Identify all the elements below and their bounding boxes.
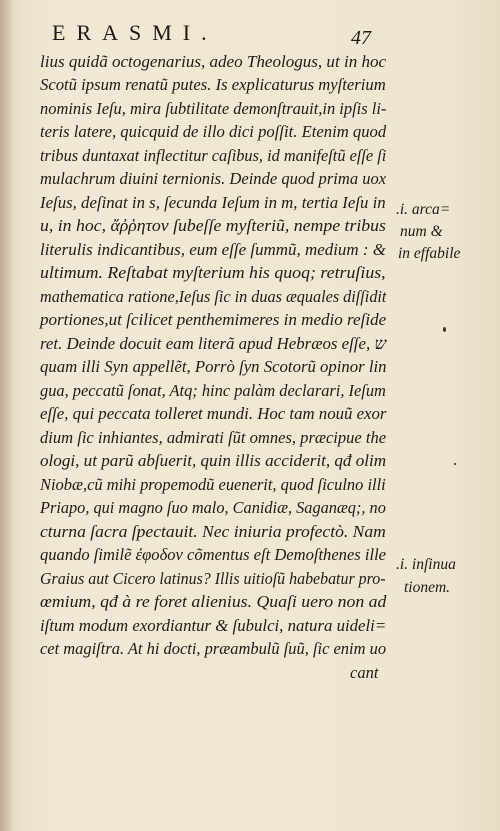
text-line: quando ſimilẽ ἐφοδον cõmentus eſt Demoſthenes ille [40,545,387,564]
running-title: ERASMI. [52,20,218,45]
text-line: cant [350,663,379,682]
text-line: nominis Ieſu, mira ſubtilitate demonſtrauit,in ipſis li- [40,99,387,118]
text-line: Niobæ,cũ mihi propemodũ euenerit, quod ſiculno illi [40,475,386,494]
text-line: mathematica ratione,Ieſus ſic in duas æquales diſſidit [40,287,387,306]
text-line: gua, peccatũ ſonat, Atq; hinc palàm declarari, Ieſum [40,381,386,400]
text-line: mulachrum diuini ternionis. Deinde quod prima uox [40,169,387,188]
text-line: teris latere, quicquid de illo dici poſſit. Etenim quod [40,122,387,141]
text-line: lius quidã octogenarius, adeo Theologus, ut in hoc [40,52,387,71]
marginal-line: .i. inſinua [396,556,456,573]
text-line: u, in hoc, ἄῤῥητον ſubeſſe myſteriũ, nempe tribus [40,216,386,235]
page-number: 47 [351,27,371,49]
text-line: ultimum. Reſtabat myſterium his quoq; retruſius, [40,263,386,282]
marginal-line: num & [400,223,443,240]
text-line: dium ſic inhiantes, admirati ſũt omnes, præcipue the [40,428,387,447]
text-line: iſtum modum exordiantur & ſubulci, natura uideli= [40,616,387,635]
text-line: Scotũ ipsum renatũ putes. Is explicaturus myſterium [40,75,386,94]
text-line: literulis indicantibus, eum eſſe ſummũ, medium : & [40,240,386,259]
marginal-line: tionem. [404,579,451,596]
text-line: cturna ſacra ſpectauit. Nec iniuria profectò. Nam [40,522,386,541]
text-line: tribus duntaxat inflectitur caſibus, id manifeſtũ eſſe ſi [40,146,387,165]
ink-speck [443,327,446,332]
text-line: Graius aut Cicero latinus? Illis uitioſũ habebatur pro- [40,569,386,588]
text-line: Priapo, qui magno ſuo malo, Canidiæ, Saganæq;, no [40,498,386,517]
text-line: ret. Deinde docuit eam literã apud Hebræos eſſe, ש [40,334,387,353]
text-line: œmium, qđ à re foret alienius. Quaſi uero non ad [40,592,387,611]
ink-speck [454,463,456,465]
marginal-line: .i. arca= [396,201,451,218]
text-line: ologi, ut parũ abſuerit, quin illis acciderit, qđ olim [40,451,387,470]
main-text-block [40,52,386,688]
text-line: eſſe, qui peccata tolleret mundi. Hoc tam nouũ exor [40,404,387,423]
text-line: cet magiſtra. At hi docti, præambulũ ſuũ, ſic enim uo [40,639,387,658]
text-line: quam illi Syn appellẽt, Porrò ſyn Scotorũ opinor lin [40,357,387,376]
gutter-shadow [0,0,14,831]
text-line: portiones,ut ſcilicet penthemimeres in medio reſide [40,310,387,329]
marginal-line: in effabile [398,245,461,262]
text-line: Ieſus, deſinat in s, ſecunda Ieſum in m, tertia Ieſu in [40,193,386,212]
